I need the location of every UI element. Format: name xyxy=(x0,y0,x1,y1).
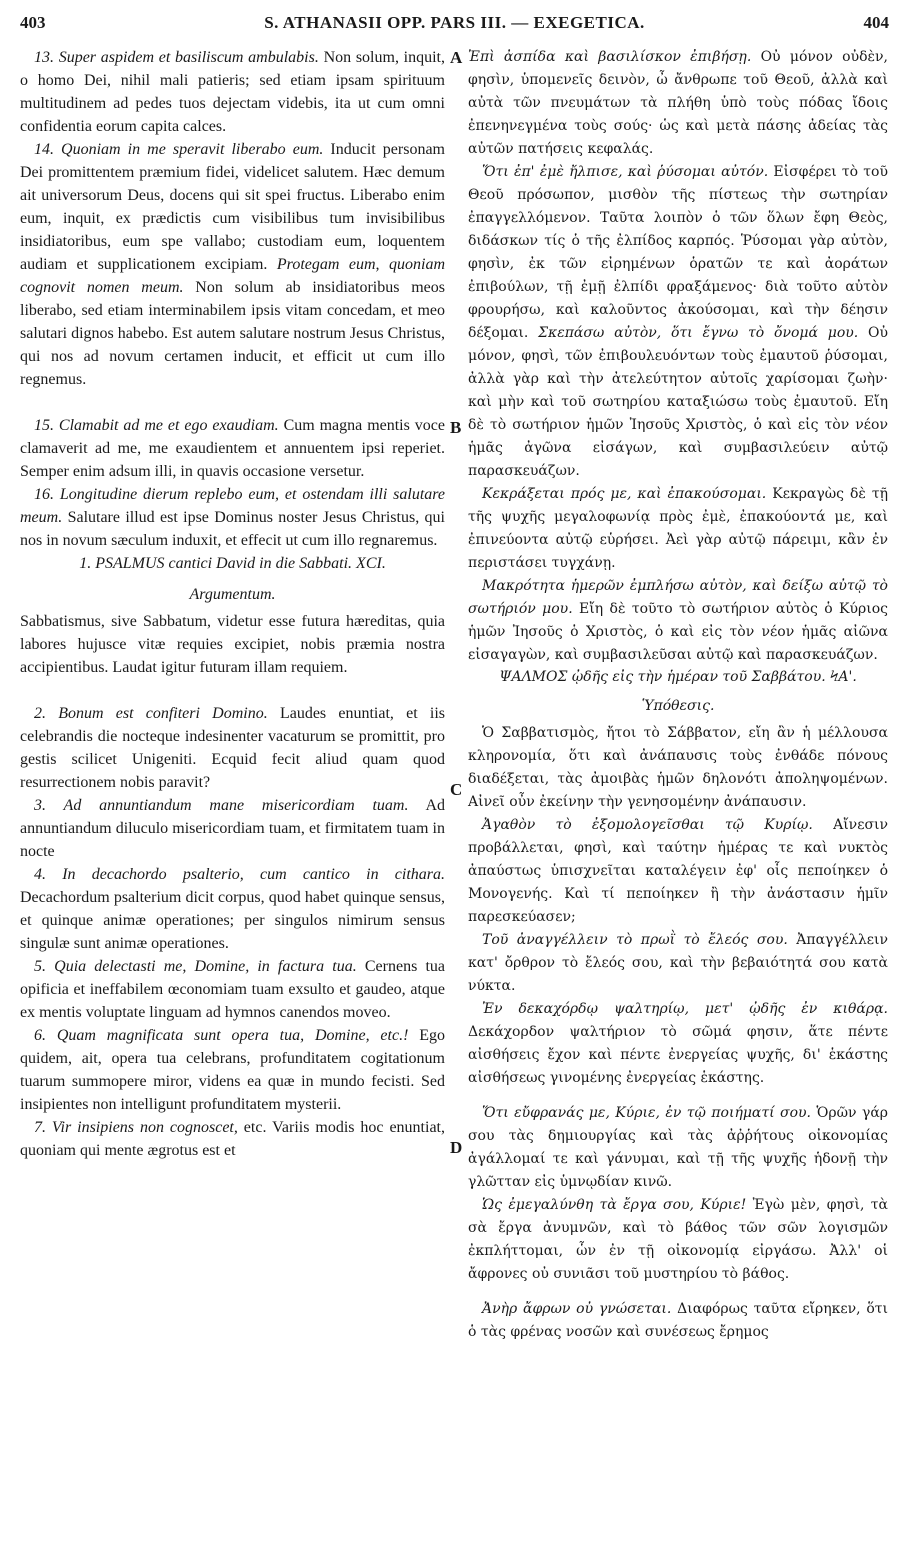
verse-lead: Ὡς ἐμεγαλύνθη τὰ ἔργα σου, Κύριε! xyxy=(482,1197,747,1213)
verse-text: Ὁρῶν γάρ σου τὰς δημιουργίας καὶ τὰς ἀῤῥήτους οἰκονομίας ἀγάλλομαί τε καὶ γάνυμαι, καὶ τῇ τῆς ψυχῆς ἡδονῇ τὴν γλῶτταν εἰς ὑμνῳδίαν κινῶ. xyxy=(468,1105,889,1190)
verse-text: Εἴη δὲ τοῦτο τὸ σωτήριον αὐτὸς ὁ Κύριος ἡμῶν Ἰησοῦς ὁ Χριστὸς, ὁ καὶ εἰς τὸν νέον ἡμᾶς αἰῶνα εἰσαγαγὼν, καὶ συμβασιλεῦσαι αὐτῷ καὶ παρασκευάζων. xyxy=(468,601,889,663)
greek-verse-7 xyxy=(468,1298,888,1344)
verse-lead: Κεκράξεται πρός με, καὶ ἐπακούσομαι. xyxy=(482,486,767,502)
greek-verse-13 xyxy=(468,46,888,161)
latin-verse-14 xyxy=(20,138,445,391)
verse-text: Διαφόρως ταῦτα εἴρηκεν, ὅτι ὁ τὰς φρένας νοσῶν καὶ συνέσεως ἔρημος xyxy=(468,1301,888,1340)
margin-marker-b: B xyxy=(450,418,462,437)
latin-psalm-heading: 1. PSALMUS cantici David in die Sabbati. XCI. xyxy=(79,555,386,572)
verse-text: etc. Variis modis hoc enuntiat, quoniam qui mente ægrotus est et xyxy=(20,1119,445,1159)
verse-lead: 14. Quoniam in me speravit liberabo eum. xyxy=(34,141,324,158)
verse-lead: Ὅτι εὔφρανάς με, Κύριε, ἐν τῷ ποιήματί σου. xyxy=(482,1105,811,1121)
margin-marker-d: D xyxy=(450,1138,463,1157)
verse-lead: 2. Bonum est confiteri Domino. xyxy=(34,705,268,722)
latin-verse-5 xyxy=(20,955,445,1024)
verse-lead: 4. In decachordo psalterio, cum cantico in cithara. xyxy=(34,866,445,883)
margin-marker-a: A xyxy=(450,48,463,67)
greek-verse-5 xyxy=(468,1102,888,1194)
latin-verse-3 xyxy=(20,794,445,863)
greek-verse-15 xyxy=(468,483,888,575)
verse-text: Εἰσφέρει τὸ τοῦ Θεοῦ πρόσωπον, μισθὸν τῆς πίστεως τὴν σωτηρίαν ἐπαγγελλόμενον. Ταῦτα λοιπὸν ὁ τῶν ὅλων ἔφη Θεὸς, διδάσκων τίς ὁ τῆς ἐλπίδος καρπός. Ῥύσομαι γὰρ αὐτὸν, φησὶν, ἐκ τῶν εἰρημένων ὁρατῶν τε καὶ ἀοράτων ἐπιβούλων, τῇ ἐμῇ ἐλπίδι φραξάμενος· διὰ τοῦτο αὐτὸν φρουρήσω, καὶ καλοῦντος ἀκούσομαι, καὶ τὴν δέησιν δέξομαι. xyxy=(468,164,888,341)
verse-lead: 3. Ad annuntiandum mane misericordiam tuam. xyxy=(34,797,409,814)
verse-text: Sabbatismus, sive Sabbatum, videtur esse futura hæreditas, quia labores hujusce vitæ requies excipiet, nobis præmia nostra accipientibus. Laudat igitur futuram illam requiem. xyxy=(20,613,445,676)
verse-lead: Ἐν δεκαχόρδῳ ψαλτηρίῳ, μετ' ᾠδῆς ἐν κιθάρᾳ. xyxy=(482,1001,888,1017)
verse-lead: 15. Clamabit ad me et ego exaudiam. xyxy=(34,417,279,434)
right-page-number: 404 xyxy=(863,13,889,32)
latin-verse-13 xyxy=(20,46,445,138)
latin-verse-2 xyxy=(20,702,445,794)
verse-text: Cernens tua opificia et ineffabilem œconomiam tuam exsulto et gaudeo, atque ex mentis voluptate linguam ad hymnos canendos moveo. xyxy=(20,958,445,1021)
verse-text: Κεκραγὼς δὲ τῇ τῆς ψυχῆς μεγαλοφωνίᾳ πρὸς ἐμὲ, ἐπακούοντά με, καὶ ἐπινεύοντα αὐτῷ εὑρήσει. Ἀεὶ γὰρ αὐτῷ πάρειμι, κἂν ἐν περιστάσει τυγχάνῃ. xyxy=(468,486,889,571)
verse-text: Δεκάχορδον ψαλτήριον τὸ σῶμά φησιν, ἅτε πέντε αἰσθήσεις ἔχον καὶ πέντε ἐνεργείας ψυχῆς, δι' ἑκάστης αἰσθήσεως γινομένης ἐνεργείας ἑκάστης. xyxy=(468,1024,888,1086)
verse-lead: Ἀγαθὸν τὸ ἐξομολογεῖσθαι τῷ Κυρίῳ. xyxy=(482,817,813,833)
verse-text: Οὐ μόνον οὐδὲν, φησὶν, ὑπομενεῖς δεινὸν, ὦ ἄνθρωπε τοῦ Θεοῦ, ἀλλὰ καὶ αὐτὰ τῶν πνευμάτων τὰ πλήθη ὑπὸ τοὺς πόδας ἴδοις ἐπενηνεγμένα τοὺς σούς· ὡς καὶ μετὰ πάσης ἀδείας τὰς αὐτῶν πατήσεις κεφαλάς. xyxy=(468,49,888,157)
verse-text: Ἐγὼ μὲν, φησὶ, τὰ σὰ ἔργα ἀνυμνῶν, καὶ τὸ βάθος τῶν σῶν λογισμῶν ἐκπλήττομαι, ὧν ἐν τῇ οἰκονομίᾳ εἰργάσω. Ἀλλ' οἱ ἄφρονες οὐ συνιᾶσι τοῦ μυστηρίου τὸ βάθος. xyxy=(468,1197,889,1282)
greek-verse-14 xyxy=(468,161,888,483)
latin-argument-heading: Argumentum. xyxy=(189,586,276,603)
verse-text: Ἀπαγγέλλειν κατ' ὄρθρον τὸ ἔλεός σου, καὶ τὴν βεβαιότητά σου κατὰ νύκτα. xyxy=(468,932,889,994)
verse-lead: 7. Vir insipiens non cognoscet, xyxy=(34,1119,238,1136)
verse-lead: Ὅτι ἐπ' ἐμὲ ἤλπισε, καὶ ῥύσομαι αὐτόν. xyxy=(482,164,769,180)
latin-column xyxy=(20,46,445,1162)
greek-column xyxy=(468,46,888,1344)
latin-argument-text xyxy=(20,610,445,679)
greek-argument-heading: Ὑπόθεσις. xyxy=(641,698,715,714)
margin-marker-c: C xyxy=(450,780,463,799)
greek-psalm-heading: ΨΑΛΜΟΣ ᾠδῆς εἰς τὴν ἡμέραν τοῦ Σαββάτου. ϞΑ'. xyxy=(499,669,857,685)
greek-verse-3 xyxy=(468,929,888,998)
running-title: S. ATHANASII OPP. PARS III. — EXEGETICA. xyxy=(264,13,645,32)
verse-lead: 16. Longitudine dierum replebo eum, et ostendam illi salutare meum. xyxy=(20,486,445,526)
verse-text: Inducit personam Dei promittentem præmium fidei, videlicet salutem. Hæc demum ait universorum Deus, docens qui sit spei fructus. Liberabo enim eum, inquit, ex prædictis cum visibilibus tum invisibilibus insidiatoribus, eum spe vallabo; custodiam eum, loquentem audiam et supplicationem excipiam. xyxy=(20,141,445,273)
verse-lead: Ἐπὶ ἀσπίδα καὶ βασιλίσκον ἐπιβήσῃ. xyxy=(468,49,752,65)
greek-verse-6 xyxy=(468,1194,888,1286)
verse-text: Non solum, inquit, o homo Dei, nihil mali patieris; sed etiam ipsam spirituum multitudinem ad pedes tuos dejectam videbis, ita ut cum omni confidentia eorum capita calces. xyxy=(20,49,445,135)
verse-lead: Τοῦ ἀναγγέλλειν τὸ πρωῒ τὸ ἔλεός σου. xyxy=(482,932,788,948)
verse-lead: Protegam eum, quoniam cognovit nomen meum. xyxy=(20,256,445,296)
greek-verse-4 xyxy=(468,998,888,1090)
verse-text: Ego quidem, ait, opera tua celebrans, profunditatem cogitationum tuarum summopere miror, videns ea quæ in mundo fecisti. Sed insipientes non intelligunt profunditatem mysterii. xyxy=(20,1027,446,1113)
left-page-number: 403 xyxy=(20,13,46,32)
verse-text: Cum magna mentis voce clamaverit ad me, me exaudientem et annuentem ipsi reperiet. Semper enim adsum illi, in quavis occasione versetur. xyxy=(20,417,445,480)
verse-lead: 6. Quam magnificata sunt opera tua, Domine, etc.! xyxy=(34,1027,409,1044)
verse-text: Ὁ Σαββατισμὸς, ἤτοι τὸ Σάββατον, εἴη ἂν ἡ μέλλουσα κληρονομία, ὅτι καὶ ἀνάπαυσις τοὺς ἐνθάδε πόνους διαδέξεται, τὰς ἀμοιβὰς ἡμῶν δηλονότι ἀποληψομένων. Αἰνεῖ οὖν ἐκείνην τὴν γενησομένην ἀνάπαυσιν. xyxy=(468,725,888,810)
greek-argument-text xyxy=(468,722,888,814)
verse-text: Salutare illud est ipse Dominus noster Jesus Christus, qui nos in novum sæculum induxit, et effecit ut cum illo regnaremus. xyxy=(20,509,445,549)
verse-text: Ad annuntiandum diluculo misericordiam tuam, et firmitatem tuam in nocte xyxy=(20,797,446,860)
latin-verse-7 xyxy=(20,1116,445,1162)
verse-lead: Σκεπάσω αὐτὸν, ὅτι ἔγνω τὸ ὄνομά μου. xyxy=(538,325,859,341)
verse-lead: 5. Quia delectasti me, Domine, in factura tua. xyxy=(34,958,357,975)
latin-verse-15 xyxy=(20,414,445,483)
greek-verse-16 xyxy=(468,575,888,667)
latin-verse-6 xyxy=(20,1024,445,1116)
verse-lead: Ἀνὴρ ἄφρων οὐ γνώσεται. xyxy=(482,1301,672,1317)
greek-verse-2 xyxy=(468,814,888,929)
verse-text: Decachordum psalterium dicit corpus, quod habet quinque sensus, et quinque animæ operationes; per singulos nimirum sensus singulæ sunt animæ operationes. xyxy=(20,889,445,952)
verse-lead: 13. Super aspidem et basiliscum ambulabis. xyxy=(34,49,319,66)
latin-verse-16 xyxy=(20,483,445,552)
page-header xyxy=(20,8,889,38)
verse-text: Αἴνεσιν προβάλλεται, φησὶ, καὶ ταύτην ἡμέρας τε καὶ νυκτὸς ἀπαύστως ὑπισχνεῖται καταλέγειν ἐφ' οἷς πεποίηκεν ὁ Μονογενής. Καὶ τί πεποίηκεν ἢ τὴν ἀνάστασιν ἡμῖν παρεσκεύασεν; xyxy=(468,817,888,925)
latin-verse-4 xyxy=(20,863,445,955)
verse-text: Οὐ μόνον, φησὶ, τῶν ἐπιβουλευόντων τοὺς ἐμαυτοῦ ῥύσομαι, ἀλλὰ γὰρ καὶ τὴν ἀτελεύτητον αὐτοῖς χαρίσομαι ζωὴν· καὶ μὴν καὶ τοῦ σωτηρίου καταξιώσω τοὺς ἐμαυτοῦ. Εἴη δὲ τὸ σωτήριον ἡμῶν Ἰησοῦς Χριστὸς, ὁ καὶ εἰς τὸν νέον ἡμᾶς ἀγῶνα εἰσάγων, καὶ συμβασιλεύειν αὐτῷ παρασκευάζων. xyxy=(468,325,888,479)
verse-text: Non solum ab insidiatoribus meos liberabo, sed etiam interminabilem ipsis vitam concedam, et meo salutari dignos habebo. Est autem salutare nostrum Jesus Christus, qui nos ad novum certamen inducit, et efficit ut cum illo regnemus. xyxy=(20,279,445,388)
verse-lead: Μακρότητα ἡμερῶν ἐμπλήσω αὐτὸν, καὶ δείξω αὐτῷ τὸ σωτήριόν μου. xyxy=(468,578,888,617)
verse-text: Laudes enuntiat, et iis celebrandis die nocteque indesinenter vacaturum se promittit, pro gestis scilicet Unigeniti. Ecquid fecit aliud quam quod resurrectionem nobis paravit? xyxy=(20,705,445,791)
